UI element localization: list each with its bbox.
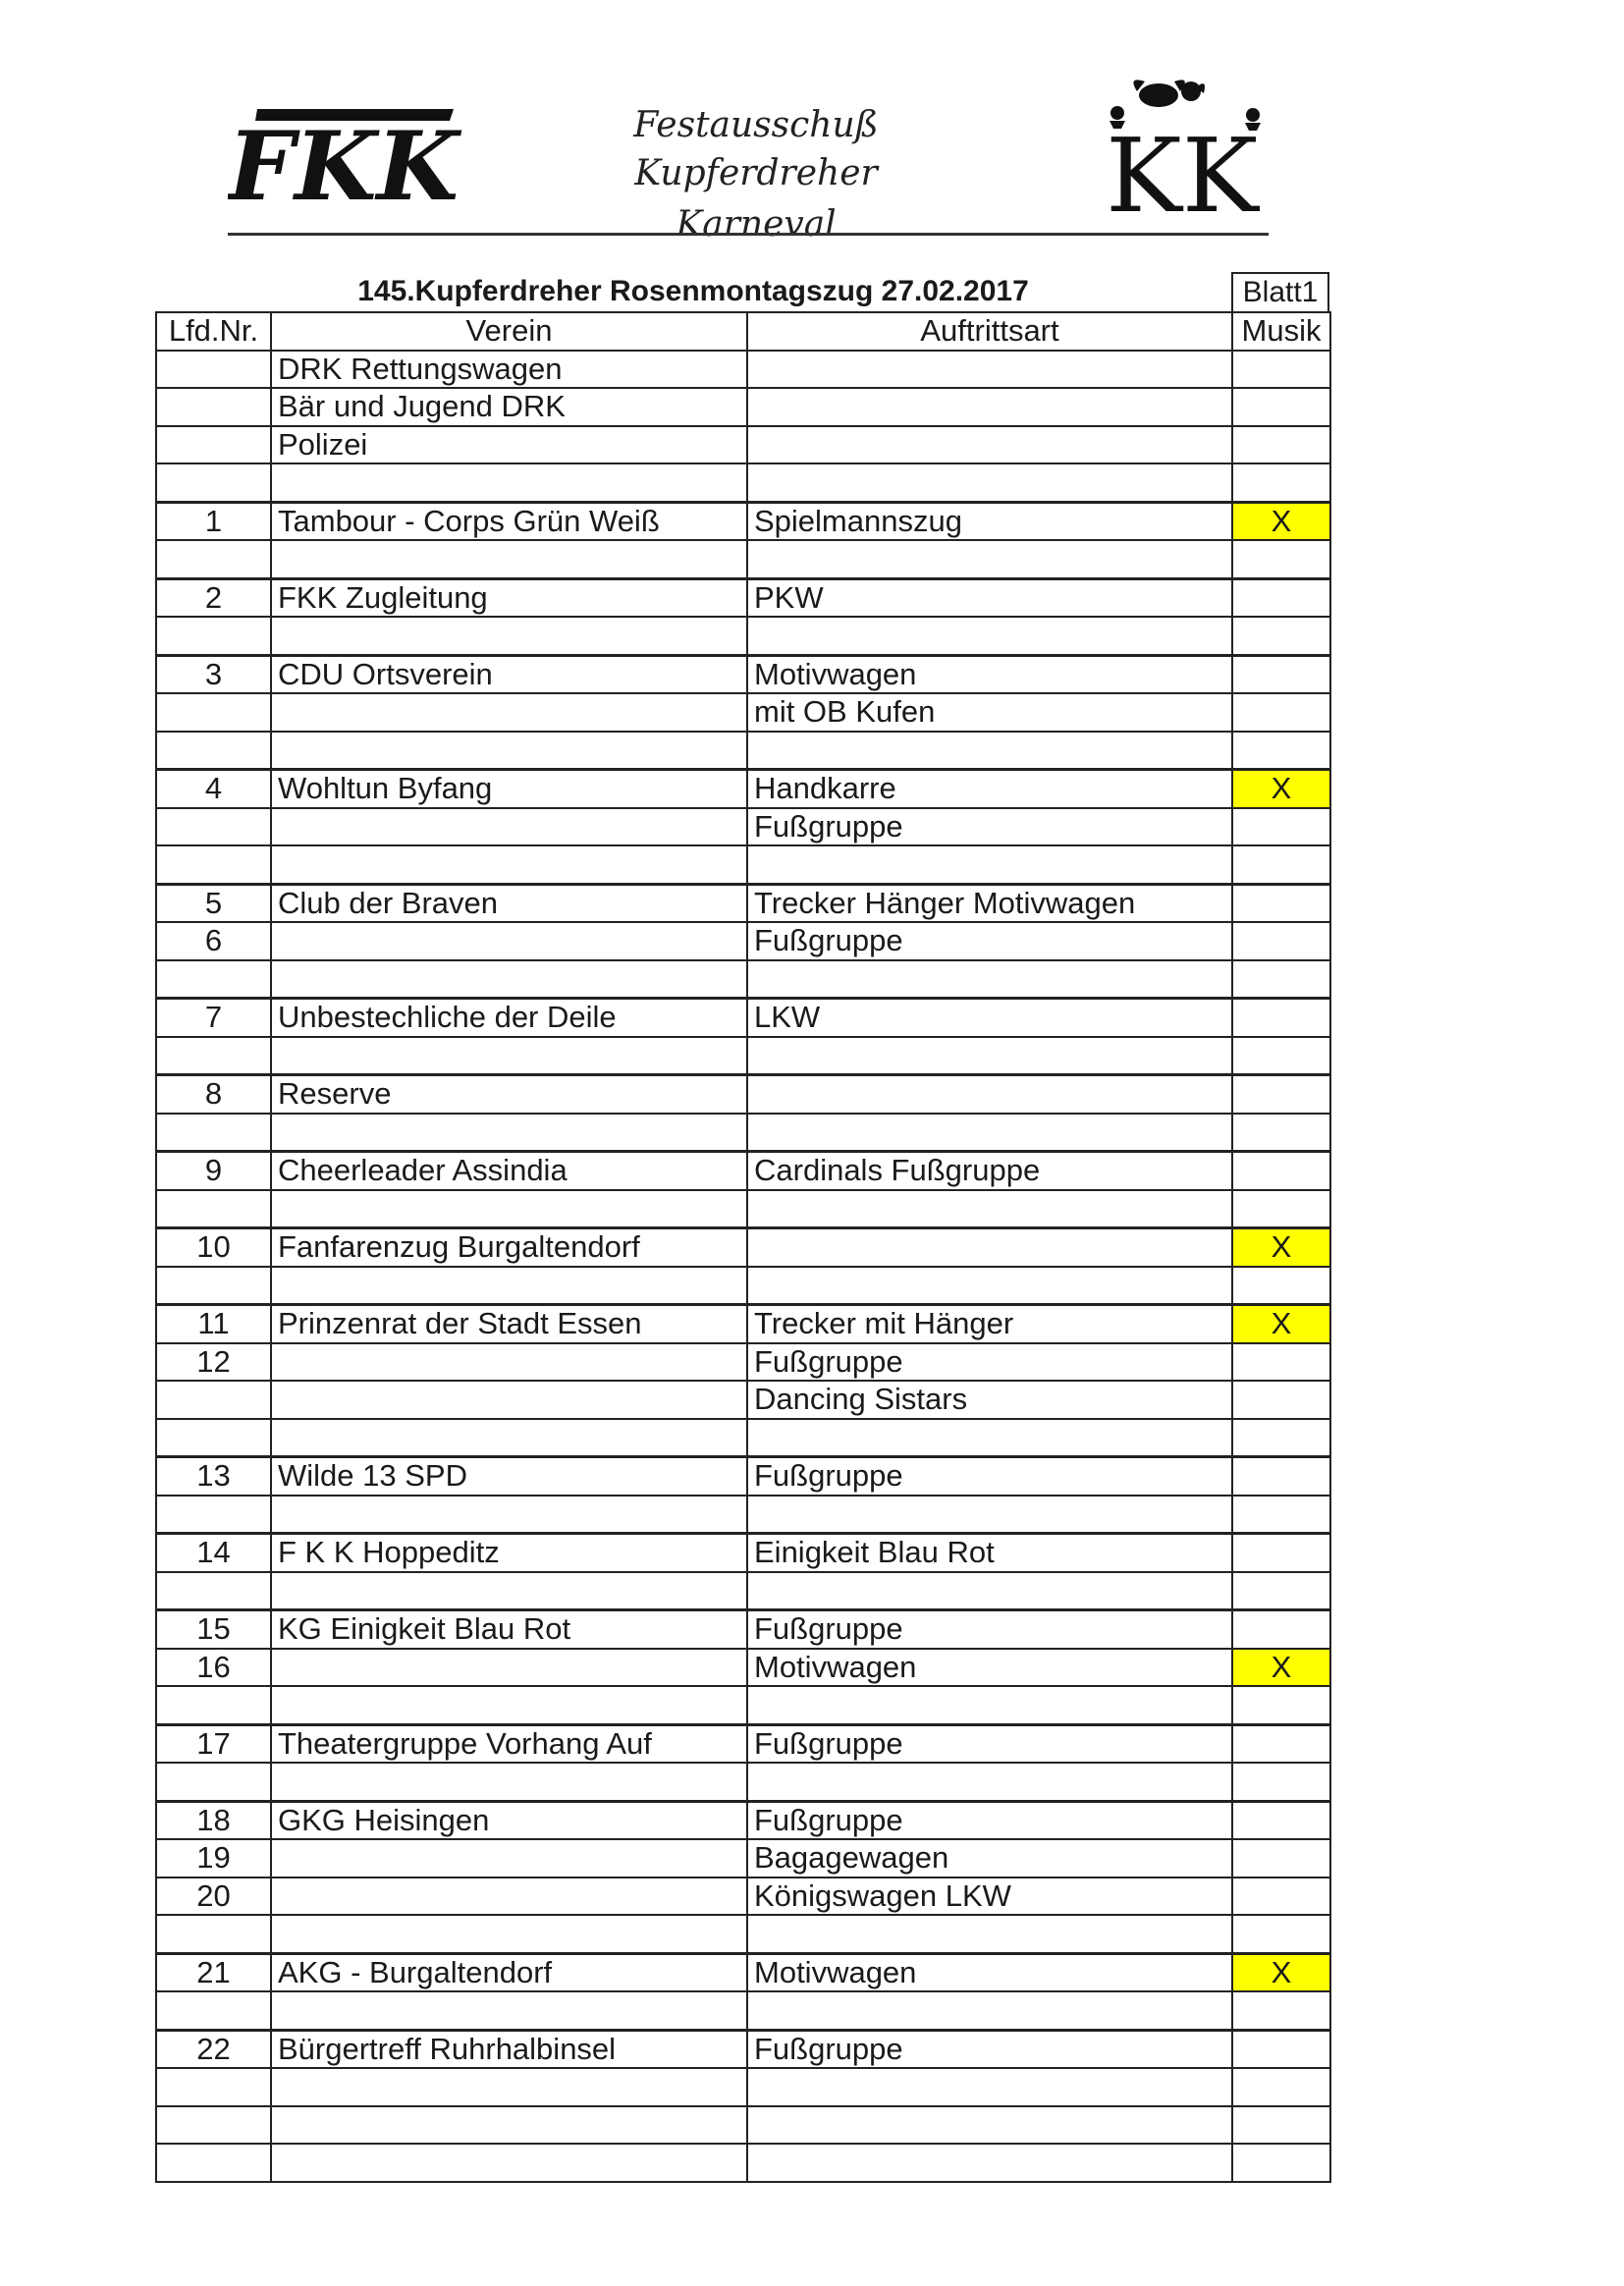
- auftrittsart-cell: [747, 845, 1232, 884]
- row-number-cell: [156, 2068, 271, 2106]
- table-row: [156, 770, 1330, 808]
- row-number-cell: [156, 693, 271, 732]
- row-number-cell: 19: [156, 1839, 271, 1878]
- auftrittsart-cell: [747, 1572, 1232, 1610]
- auftrittsart-cell: [747, 388, 1232, 426]
- musik-cell: [1232, 732, 1330, 770]
- table-row: [156, 808, 1330, 846]
- row-number-cell: 7: [156, 999, 271, 1037]
- table-row: [156, 502, 1330, 540]
- auftrittsart-cell: PKW: [747, 578, 1232, 617]
- musik-cell: [1232, 351, 1330, 389]
- table-row: [156, 1419, 1330, 1457]
- row-number-cell: 20: [156, 1878, 271, 1916]
- verein-cell: Wohltun Byfang: [271, 770, 747, 808]
- auftrittsart-cell: [747, 617, 1232, 655]
- auftrittsart-cell: [747, 1267, 1232, 1305]
- auftrittsart-cell: Einigkeit Blau Rot: [747, 1534, 1232, 1572]
- table-row: [156, 732, 1330, 770]
- musik-cell: [1232, 1343, 1330, 1382]
- musik-cell: [1232, 2030, 1330, 2068]
- row-number-cell: [156, 1572, 271, 1610]
- header-divider: [228, 233, 1269, 236]
- auftrittsart-cell: [747, 426, 1232, 464]
- auftrittsart-cell: Fußgruppe: [747, 808, 1232, 846]
- verein-cell: [271, 1649, 747, 1687]
- row-number-cell: 10: [156, 1228, 271, 1267]
- table-row: [156, 2030, 1330, 2068]
- row-number-cell: 16: [156, 1649, 271, 1687]
- row-number-cell: 4: [156, 770, 271, 808]
- row-number-cell: [156, 463, 271, 502]
- auftrittsart-cell: [747, 1419, 1232, 1457]
- verein-cell: Theatergruppe Vorhang Auf: [271, 1724, 747, 1763]
- musik-cell: [1232, 2068, 1330, 2106]
- musik-cell: X: [1232, 1649, 1330, 1687]
- table-row: [156, 2106, 1330, 2145]
- musik-cell: [1232, 1152, 1330, 1190]
- verein-cell: Bär und Jugend DRK: [271, 388, 747, 426]
- verein-cell: Cheerleader Assindia: [271, 1152, 747, 1190]
- verein-cell: [271, 1839, 747, 1878]
- table-row: [156, 2144, 1330, 2182]
- musik-cell: X: [1232, 1228, 1330, 1267]
- verein-cell: Prinzenrat der Stadt Essen: [271, 1305, 747, 1343]
- auftrittsart-cell: [747, 960, 1232, 999]
- auftrittsart-cell: Motivwagen: [747, 655, 1232, 693]
- auftrittsart-cell: [747, 1763, 1232, 1801]
- musik-cell: [1232, 1610, 1330, 1649]
- musik-cell: [1232, 960, 1330, 999]
- kk-jester-logo: [1098, 74, 1274, 221]
- musik-cell: [1232, 1496, 1330, 1534]
- verein-cell: [271, 1267, 747, 1305]
- table-row: [156, 388, 1330, 426]
- auftrittsart-cell: [747, 732, 1232, 770]
- table-title-row: [155, 272, 1329, 311]
- row-number-cell: [156, 845, 271, 884]
- verein-cell: [271, 1915, 747, 1953]
- row-number-cell: [156, 540, 271, 578]
- row-number-cell: [156, 1991, 271, 2030]
- verein-cell: [271, 1381, 747, 1419]
- table-row: [156, 1381, 1330, 1419]
- verein-cell: [271, 617, 747, 655]
- table-row: [156, 617, 1330, 655]
- musik-cell: [1232, 1114, 1330, 1152]
- verein-cell: [271, 1343, 747, 1382]
- auftrittsart-cell: mit OB Kufen: [747, 693, 1232, 732]
- table-row: [156, 999, 1330, 1037]
- row-number-cell: 8: [156, 1075, 271, 1114]
- musik-cell: [1232, 388, 1330, 426]
- table-row: [156, 1724, 1330, 1763]
- table-row: [156, 1610, 1330, 1649]
- verein-cell: [271, 1991, 747, 2030]
- row-number-cell: 2: [156, 578, 271, 617]
- musik-cell: [1232, 1878, 1330, 1916]
- auftrittsart-cell: Spielmannszug: [747, 502, 1232, 540]
- musik-cell: [1232, 2144, 1330, 2182]
- verein-cell: [271, 1572, 747, 1610]
- musik-cell: X: [1232, 1305, 1330, 1343]
- verein-cell: KG Einigkeit Blau Rot: [271, 1610, 747, 1649]
- row-number-cell: [156, 808, 271, 846]
- auftrittsart-cell: [747, 1075, 1232, 1114]
- table-row: [156, 1457, 1330, 1496]
- verein-cell: [271, 693, 747, 732]
- table-row: [156, 351, 1330, 389]
- verein-cell: [271, 1037, 747, 1075]
- musik-cell: [1232, 1457, 1330, 1496]
- verein-cell: [271, 1190, 747, 1228]
- auftrittsart-cell: Bagagewagen: [747, 1839, 1232, 1878]
- table-title: 145.Kupferdreher Rosenmontagszug 27.02.2017: [357, 275, 1029, 307]
- row-number-cell: 6: [156, 922, 271, 960]
- verein-cell: [271, 2144, 747, 2182]
- verein-cell: [271, 732, 747, 770]
- verein-cell: Polizei: [271, 426, 747, 464]
- verein-cell: [271, 1419, 747, 1457]
- verein-cell: Wilde 13 SPD: [271, 1457, 747, 1496]
- row-number-cell: 1: [156, 502, 271, 540]
- table-row: [156, 1496, 1330, 1534]
- table-row: [156, 1572, 1330, 1610]
- musik-cell: [1232, 1075, 1330, 1114]
- musik-cell: [1232, 845, 1330, 884]
- row-number-cell: 18: [156, 1801, 271, 1839]
- auftrittsart-cell: [747, 1114, 1232, 1152]
- auftrittsart-cell: Fußgruppe: [747, 2030, 1232, 2068]
- table-row: [156, 1267, 1330, 1305]
- verein-cell: Fanfarenzug Burgaltendorf: [271, 1228, 747, 1267]
- table-row: [156, 426, 1330, 464]
- auftrittsart-cell: Fußgruppe: [747, 1610, 1232, 1649]
- verein-cell: [271, 540, 747, 578]
- row-number-cell: 15: [156, 1610, 271, 1649]
- table-row: [156, 463, 1330, 502]
- musik-cell: [1232, 463, 1330, 502]
- verein-cell: [271, 2068, 747, 2106]
- column-header-nr: Lfd.Nr.: [156, 312, 271, 351]
- musik-cell: [1232, 1839, 1330, 1878]
- row-number-cell: 14: [156, 1534, 271, 1572]
- musik-cell: X: [1232, 502, 1330, 540]
- auftrittsart-cell: Fußgruppe: [747, 1457, 1232, 1496]
- table-body: [156, 351, 1330, 2182]
- row-number-cell: [156, 2144, 271, 2182]
- verein-cell: [271, 960, 747, 999]
- musik-cell: [1232, 1686, 1330, 1724]
- fkk-logo-text: FKK: [228, 111, 460, 211]
- sheet-label: Blatt1: [1231, 272, 1329, 311]
- table-row: [156, 1953, 1330, 1991]
- column-header-musik: Musik: [1232, 312, 1330, 351]
- table-row: [156, 1649, 1330, 1687]
- row-number-cell: 12: [156, 1343, 271, 1382]
- table-row: [156, 578, 1330, 617]
- table-row: [156, 1114, 1330, 1152]
- fkk-logo: [228, 103, 463, 211]
- musik-cell: [1232, 2106, 1330, 2145]
- row-number-cell: 11: [156, 1305, 271, 1343]
- verein-cell: [271, 2106, 747, 2145]
- musik-cell: [1232, 1724, 1330, 1763]
- musik-cell: X: [1232, 770, 1330, 808]
- row-number-cell: 5: [156, 884, 271, 922]
- verein-cell: Bürgertreff Ruhrhalbinsel: [271, 2030, 747, 2068]
- auftrittsart-cell: [747, 1496, 1232, 1534]
- verein-cell: Reserve: [271, 1075, 747, 1114]
- table-row: [156, 2068, 1330, 2106]
- auftrittsart-cell: [747, 2068, 1232, 2106]
- auftrittsart-cell: Cardinals Fußgruppe: [747, 1152, 1232, 1190]
- musik-cell: [1232, 1534, 1330, 1572]
- musik-cell: [1232, 1991, 1330, 2030]
- verein-cell: [271, 1686, 747, 1724]
- verein-cell: Tambour - Corps Grün Weiß: [271, 502, 747, 540]
- row-number-cell: [156, 426, 271, 464]
- verein-cell: [271, 1114, 747, 1152]
- table-row: [156, 1686, 1330, 1724]
- table-row: [156, 1075, 1330, 1114]
- auftrittsart-cell: Motivwagen: [747, 1953, 1232, 1991]
- musik-cell: [1232, 922, 1330, 960]
- table-row: [156, 1190, 1330, 1228]
- auftrittsart-cell: Fußgruppe: [747, 1724, 1232, 1763]
- table-header-row: [156, 312, 1330, 351]
- musik-cell: [1232, 1763, 1330, 1801]
- row-number-cell: 22: [156, 2030, 271, 2068]
- auftrittsart-cell: [747, 1228, 1232, 1267]
- auftrittsart-cell: Fußgruppe: [747, 1801, 1232, 1839]
- musik-cell: [1232, 1572, 1330, 1610]
- musik-cell: [1232, 426, 1330, 464]
- row-number-cell: [156, 1419, 271, 1457]
- auftrittsart-cell: Trecker Hänger Motivwagen: [747, 884, 1232, 922]
- table-row: [156, 884, 1330, 922]
- auftrittsart-cell: [747, 540, 1232, 578]
- musik-cell: [1232, 693, 1330, 732]
- auftrittsart-cell: [747, 1686, 1232, 1724]
- auftrittsart-cell: Fußgruppe: [747, 922, 1232, 960]
- column-header-verein: Verein: [271, 312, 747, 351]
- auftrittsart-cell: Dancing Sistars: [747, 1381, 1232, 1419]
- table-row: [156, 922, 1330, 960]
- verein-cell: [271, 808, 747, 846]
- fkk-logo-graphic: [228, 103, 463, 211]
- auftrittsart-cell: [747, 2106, 1232, 2145]
- table-row: [156, 1878, 1330, 1916]
- table-row: [156, 1534, 1330, 1572]
- table-row: [156, 1228, 1330, 1267]
- table-row: [156, 1037, 1330, 1075]
- row-number-cell: 17: [156, 1724, 271, 1763]
- musik-cell: [1232, 1190, 1330, 1228]
- musik-cell: [1232, 1419, 1330, 1457]
- auftrittsart-cell: LKW: [747, 999, 1232, 1037]
- kk-logo-text: KK: [1106, 116, 1259, 221]
- table-row: [156, 1801, 1330, 1839]
- row-number-cell: [156, 1763, 271, 1801]
- verein-cell: [271, 463, 747, 502]
- verein-cell: F K K Hoppeditz: [271, 1534, 747, 1572]
- row-number-cell: [156, 1037, 271, 1075]
- organizer-line-2: Kupferdreher Karneval: [634, 153, 878, 245]
- table-row: [156, 540, 1330, 578]
- musik-cell: [1232, 1381, 1330, 1419]
- musik-cell: [1232, 884, 1330, 922]
- kk-jester-logo-graphic: [1098, 74, 1274, 221]
- table-row: [156, 655, 1330, 693]
- parade-table: [155, 311, 1331, 2183]
- verein-cell: Club der Braven: [271, 884, 747, 922]
- verein-cell: Unbestechliche der Deile: [271, 999, 747, 1037]
- row-number-cell: [156, 1190, 271, 1228]
- auftrittsart-cell: [747, 1190, 1232, 1228]
- musik-cell: [1232, 1801, 1330, 1839]
- musik-cell: [1232, 655, 1330, 693]
- auftrittsart-cell: [747, 1991, 1232, 2030]
- table-row: [156, 693, 1330, 732]
- table-row: [156, 1839, 1330, 1878]
- musik-cell: [1232, 1915, 1330, 1953]
- row-number-cell: [156, 1915, 271, 1953]
- verein-cell: [271, 845, 747, 884]
- row-number-cell: [156, 960, 271, 999]
- verein-cell: [271, 1763, 747, 1801]
- musik-cell: [1232, 578, 1330, 617]
- verein-cell: [271, 1878, 747, 1916]
- row-number-cell: [156, 1496, 271, 1534]
- auftrittsart-cell: [747, 1037, 1232, 1075]
- table-row: [156, 1305, 1330, 1343]
- row-number-cell: [156, 1381, 271, 1419]
- verein-cell: FKK Zugleitung: [271, 578, 747, 617]
- table-row: [156, 845, 1330, 884]
- row-number-cell: [156, 617, 271, 655]
- table-row: [156, 1763, 1330, 1801]
- auftrittsart-cell: Trecker mit Hänger: [747, 1305, 1232, 1343]
- musik-cell: [1232, 999, 1330, 1037]
- auftrittsart-cell: Motivwagen: [747, 1649, 1232, 1687]
- table-row: [156, 1343, 1330, 1382]
- row-number-cell: [156, 1114, 271, 1152]
- row-number-cell: [156, 1267, 271, 1305]
- musik-cell: [1232, 1037, 1330, 1075]
- auftrittsart-cell: Fußgruppe: [747, 1343, 1232, 1382]
- musik-cell: X: [1232, 1953, 1330, 1991]
- row-number-cell: 21: [156, 1953, 271, 1991]
- row-number-cell: [156, 388, 271, 426]
- musik-cell: [1232, 1267, 1330, 1305]
- verein-cell: GKG Heisingen: [271, 1801, 747, 1839]
- musik-cell: [1232, 617, 1330, 655]
- table-row: [156, 1152, 1330, 1190]
- table-row: [156, 960, 1330, 999]
- row-number-cell: [156, 351, 271, 389]
- auftrittsart-cell: Handkarre: [747, 770, 1232, 808]
- auftrittsart-cell: [747, 351, 1232, 389]
- verein-cell: DRK Rettungswagen: [271, 351, 747, 389]
- verein-cell: [271, 1496, 747, 1534]
- organizer-line-1: Festausschuß: [633, 105, 879, 145]
- row-number-cell: 13: [156, 1457, 271, 1496]
- column-header-auftrittsart: Auftrittsart: [747, 312, 1232, 351]
- row-number-cell: 9: [156, 1152, 271, 1190]
- row-number-cell: [156, 1686, 271, 1724]
- row-number-cell: [156, 2106, 271, 2145]
- verein-cell: AKG - Burgaltendorf: [271, 1953, 747, 1991]
- verein-cell: CDU Ortsverein: [271, 655, 747, 693]
- table-row: [156, 1915, 1330, 1953]
- row-number-cell: [156, 732, 271, 770]
- musik-cell: [1232, 808, 1330, 846]
- auftrittsart-cell: Königswagen LKW: [747, 1878, 1232, 1916]
- musik-cell: [1232, 540, 1330, 578]
- auftrittsart-cell: [747, 2144, 1232, 2182]
- table-row: [156, 1991, 1330, 2030]
- auftrittsart-cell: [747, 1915, 1232, 1953]
- organizer-name: [550, 103, 962, 250]
- verein-cell: [271, 922, 747, 960]
- row-number-cell: 3: [156, 655, 271, 693]
- auftrittsart-cell: [747, 463, 1232, 502]
